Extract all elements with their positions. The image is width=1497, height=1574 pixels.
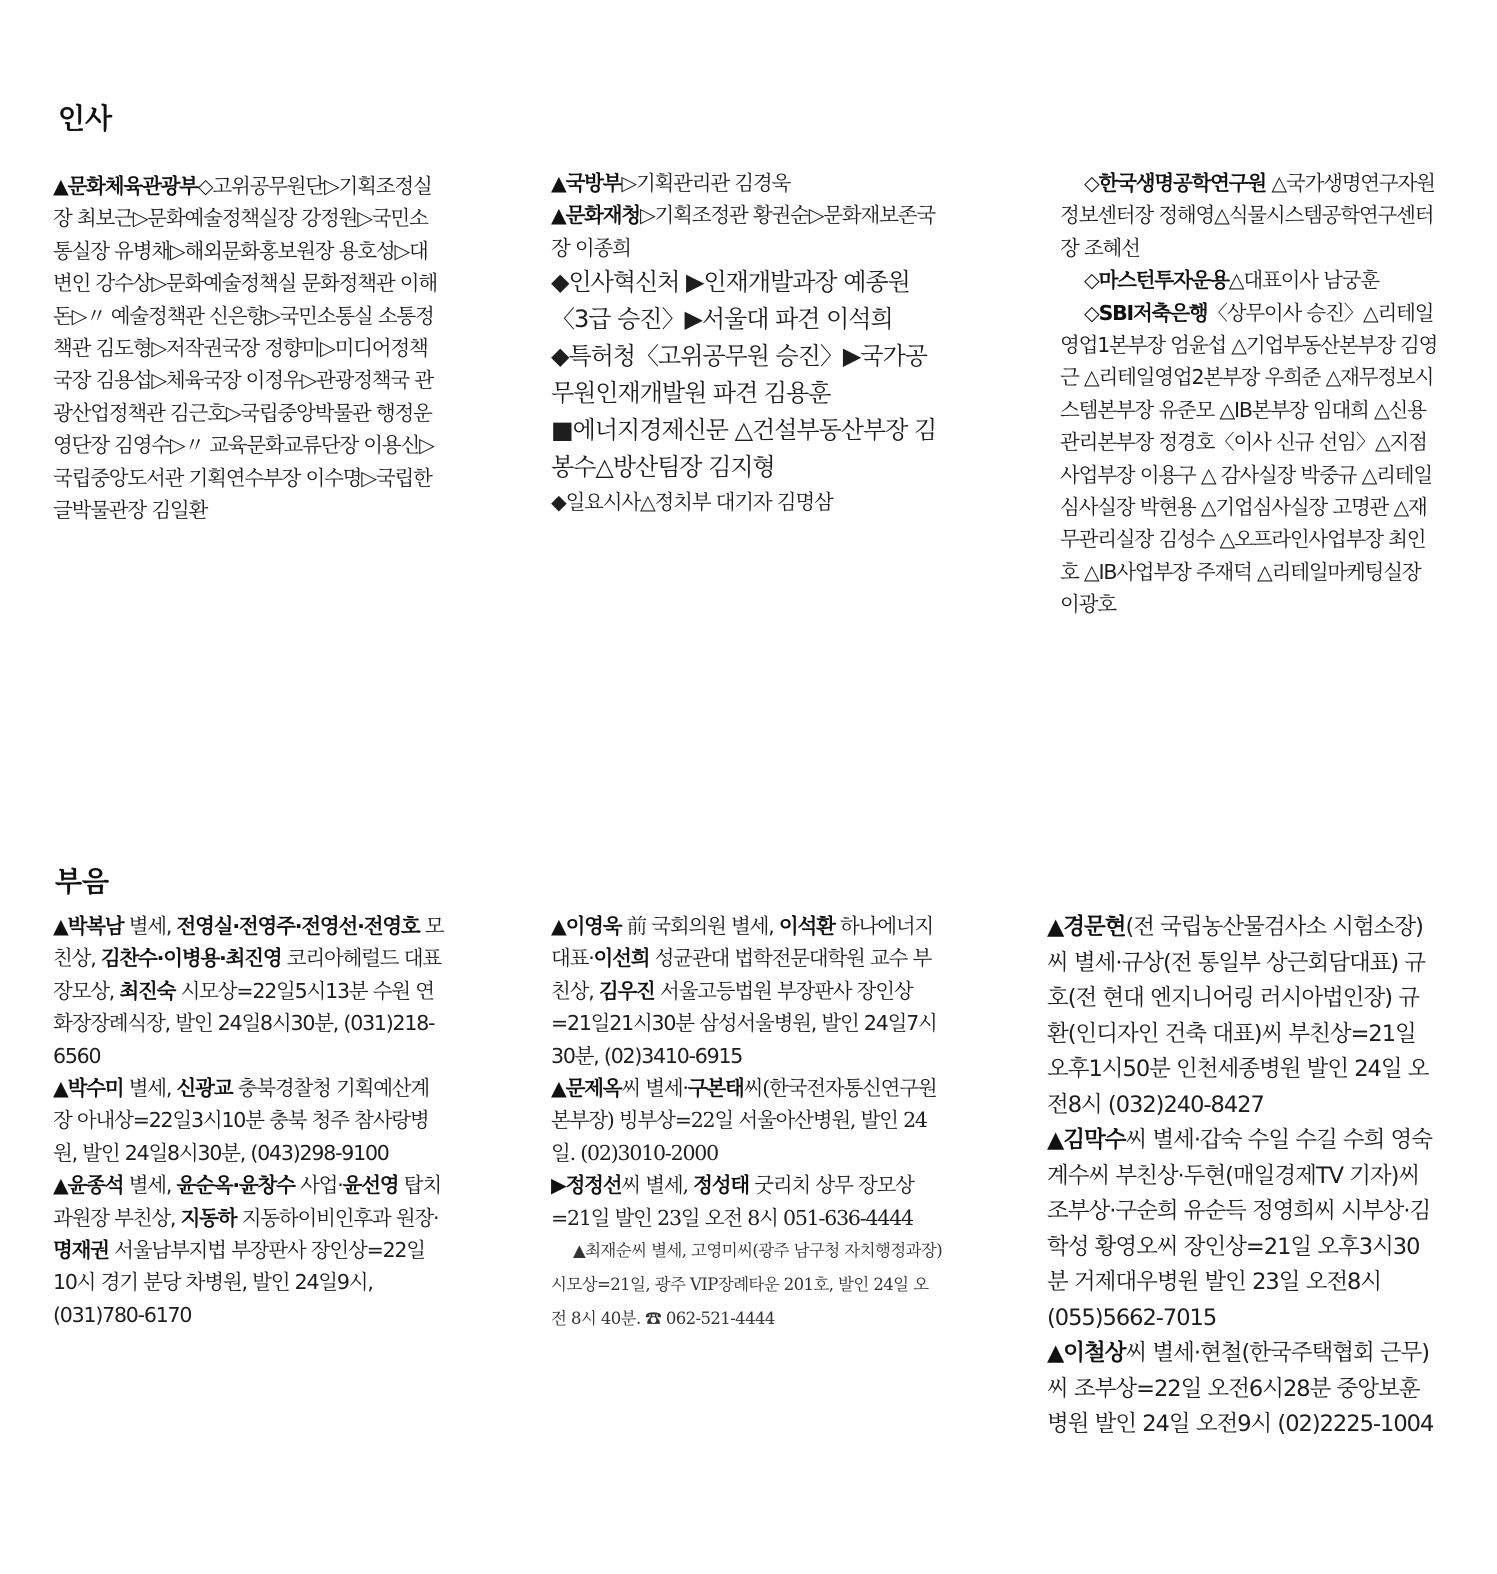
entry-paragraph	[551, 1072, 943, 1169]
entry-text: ◇고위공무원단▷기획조정실장 최보근▷문화예술정책실장 강정원▷국민소통실장 유병채▷해외문화홍보원장 용호성▷대변인 강수상▷문화예술정책실 문화정책관 이해돈▷〃 예술정책관 신은향▷국민소통실 소통정책관 김도형▷저작권국장 정향미▷미디어정책국장 김용섭▷체육국장 이정우▷관광정책국 관광산업정책관 김근호▷국립중앙박물관 행정운영단장 김영수▷〃 교육문화교류단장 이용신▷국립중앙도서관 기획연수부장 이수명▷국립한글박물관장 김일환	[53, 174, 437, 523]
entry-text: 굿리치 상무 장모상=21일 발인 23일 오전 8시 051-636-4444	[551, 1173, 914, 1230]
entry-name: 이석환	[778, 914, 835, 938]
entry-text: 코리아헤럴드 대표 장모상,	[53, 946, 441, 1003]
entry-paragraph	[551, 1234, 943, 1336]
entry-paragraph	[1047, 1123, 1439, 1336]
entry-text: ■에너지경제신문 △건설부동산부장 김봉수△방산팀장 김지형	[551, 416, 937, 482]
entry-text: △대표이사 남궁훈	[1228, 268, 1379, 293]
entry-text: 씨 별세·현철(한국주택협회 근무)씨 조부상=22일 오전6시28분 중앙보훈병원 발인 24일 오전9시 (02)2225-1004	[1047, 1340, 1434, 1437]
entry-text: 씨 별세,	[621, 1173, 694, 1198]
entry-name: 윤선영	[342, 1173, 399, 1198]
entry-paragraph	[53, 1169, 445, 1331]
entry-name: 정성태	[693, 1173, 749, 1198]
entry-text: △국가생명연구자원정보센터장 정해영△식물시스템공학연구센터장 조혜선	[1060, 171, 1435, 260]
entry-text: ▲최재순씨 별세, 고영미씨(광주 남구청 자치행정과장) 시모상=21일, 광주 VIP장례타운 201호, 발인 24일 오전 8시 40분. ☎ 062-521-4444	[551, 1241, 943, 1329]
entry-paragraph	[53, 910, 445, 1072]
entry-name: ▶정정선	[551, 1173, 622, 1198]
entry-name: ▲박수미	[53, 1076, 124, 1101]
entry-text: 사업·	[294, 1173, 343, 1198]
entry-paragraph	[1060, 167, 1438, 264]
entry-name: ▲김막수	[1047, 1127, 1126, 1153]
entry-paragraph	[1060, 264, 1438, 296]
bueum-column-3	[1047, 910, 1439, 1443]
entry-name: 구본태	[687, 1076, 744, 1101]
insa-heading: 인사	[58, 102, 113, 135]
entry-name: 김찬수·이병용·최진영	[100, 946, 282, 971]
entry-name: ▲박복남	[53, 914, 124, 938]
entry-name: ▲문화재청	[551, 203, 640, 228]
entry-text: 별세,	[123, 1173, 177, 1198]
entry-text: (전 국립농산물검사소 시험소장)씨 별세·규상(전 통일부 상근회담대표) 규호(전 현대 엔지니어링 러시아법인장) 규환(인디자인 건축 대표)씨 부친상=21일 오후1시50분 인천세종병원 발인 24일 오전8시 (032)240-8427	[1047, 914, 1429, 1118]
entry-text: ◆특허청〈고위공무원 승진〉▶국가공무원인재개발원 파견 김용훈	[551, 342, 927, 408]
entry-name: ▲문화체육관광부	[53, 174, 198, 198]
entry-paragraph	[551, 199, 941, 264]
entry-text: 〈상무이사 승진〉△리테일영업1본부장 엄윤섭 △기업부동산본부장 김영근 △리테일영업2본부장 우희준 △재무정보시스템본부장 유준모 △IB본부장 임대희 △신용관리본부장 정경호〈이사 신규 선임〉△지점사업부장 이용구 △ 감사실장 박중규 △리테일심사실장 박현용 △기업심사실장 고명관 △재무관리실장 김성수 △오프라인사업부장 최인호 △IB사업부장 주재덕 △리테일마케팅실장 이광호	[1060, 300, 1438, 617]
entry-paragraph	[551, 338, 941, 412]
entry-name: 전영실·전영주·전영선·전영호	[176, 914, 420, 938]
entry-name: ▲이영욱	[551, 914, 622, 938]
entry-name: 지동하	[180, 1205, 237, 1230]
entry-text: 前 국회의원 별세,	[621, 914, 779, 938]
insa-column-3	[1060, 167, 1438, 621]
bueum-column-2	[551, 910, 943, 1336]
entry-text: ▷기획관리관 김경욱	[621, 171, 791, 195]
entry-name: ▲이철상	[1047, 1340, 1126, 1366]
entry-paragraph	[551, 1169, 943, 1234]
entry-name: ▲국방부	[551, 171, 622, 195]
entry-text: 별세,	[123, 1076, 177, 1101]
entry-text: ◆인사혁신처 ▶인재개발과장 예종원〈3급 승진〉▶서울대 파견 이석희	[551, 268, 910, 334]
entry-text: 별세,	[123, 914, 177, 938]
entry-text: 성균관대 법학전문대학원 교수 부친상,	[551, 946, 932, 1003]
entry-name: 김우진	[598, 978, 655, 1003]
entry-text: 충북경찰청 기획예산계장 아내상=22일3시10분 충북 청주 참사랑병원, 발인 24일8시30분, (043)298-9100	[53, 1076, 430, 1165]
entry-name: ▲윤종석	[53, 1173, 124, 1198]
insa-column-1	[53, 170, 445, 526]
bueum-column-1	[53, 910, 445, 1331]
entry-text: 씨(한국전자통신연구원 본부장) 빙부상=22일 서울아산병원, 발인 24일. (02)3010-2000	[551, 1076, 937, 1165]
entry-paragraph	[1047, 910, 1439, 1123]
entry-name: ◇마스턴투자운용	[1084, 268, 1229, 293]
entry-name: 명재권	[53, 1238, 109, 1263]
entry-text: 모친상,	[53, 914, 444, 971]
entry-name: 신광교	[176, 1076, 233, 1101]
entry-paragraph	[551, 910, 943, 1072]
entry-paragraph	[1060, 297, 1438, 621]
entry-name: ◇SBI저축은행	[1084, 300, 1208, 325]
entry-text: 서울남부지법 부장판사 장인상=22일10시 경기 분당 차병원, 발인 24일9시, (031)780-6170	[53, 1238, 425, 1327]
entry-text: 씨 별세·갑숙 수일 수길 수희 영숙 계수씨 부친상·두현(매일경제TV 기자)씨 조부상·구순희 유순득 정영희씨 시부상·김학성 황영오씨 장인상=21일 오후3시30분 거제대우병원 발인 23일 오전8시 (055)5662-7015	[1047, 1127, 1432, 1331]
entry-text: 씨 별세·	[621, 1076, 688, 1101]
entry-paragraph	[551, 486, 941, 518]
entry-paragraph	[551, 264, 941, 338]
entry-name: ▲경문현	[1047, 914, 1126, 940]
entry-text: ▷기획조정관 황권순▷문화재보존국장 이종희	[551, 203, 935, 260]
entry-name: 윤순옥·윤창수	[176, 1173, 295, 1198]
entry-text: 탑치과원장 부친상,	[53, 1173, 441, 1230]
insa-column-2	[551, 167, 941, 519]
entry-paragraph	[551, 167, 941, 199]
entry-paragraph	[1047, 1336, 1439, 1443]
entry-name: ◇한국생명공학연구원	[1084, 171, 1266, 195]
entry-paragraph	[53, 1072, 445, 1169]
entry-name: ▲문제옥	[551, 1076, 622, 1101]
entry-text: 서울고등법원 부장판사 장인상=21일21시30분 삼성서울병원, 발인 24일7시30분, (02)3410-6915	[551, 978, 937, 1068]
entry-text: 하나에너지 대표·	[551, 914, 934, 971]
entry-text: 지동하이비인후과 원장·	[236, 1205, 439, 1230]
bueum-heading: 부음	[55, 865, 110, 898]
entry-paragraph	[53, 170, 445, 526]
entry-name: 최진숙	[119, 978, 176, 1003]
entry-text: ◆일요시사△정치부 대기자 김명삼	[551, 490, 833, 515]
entry-paragraph	[551, 412, 941, 486]
entry-name: 이선희	[593, 946, 650, 971]
entry-text: 시모상=22일5시13분 수원 연화장장례식장, 발인 24일8시30분, (031)218-6560	[53, 978, 435, 1068]
